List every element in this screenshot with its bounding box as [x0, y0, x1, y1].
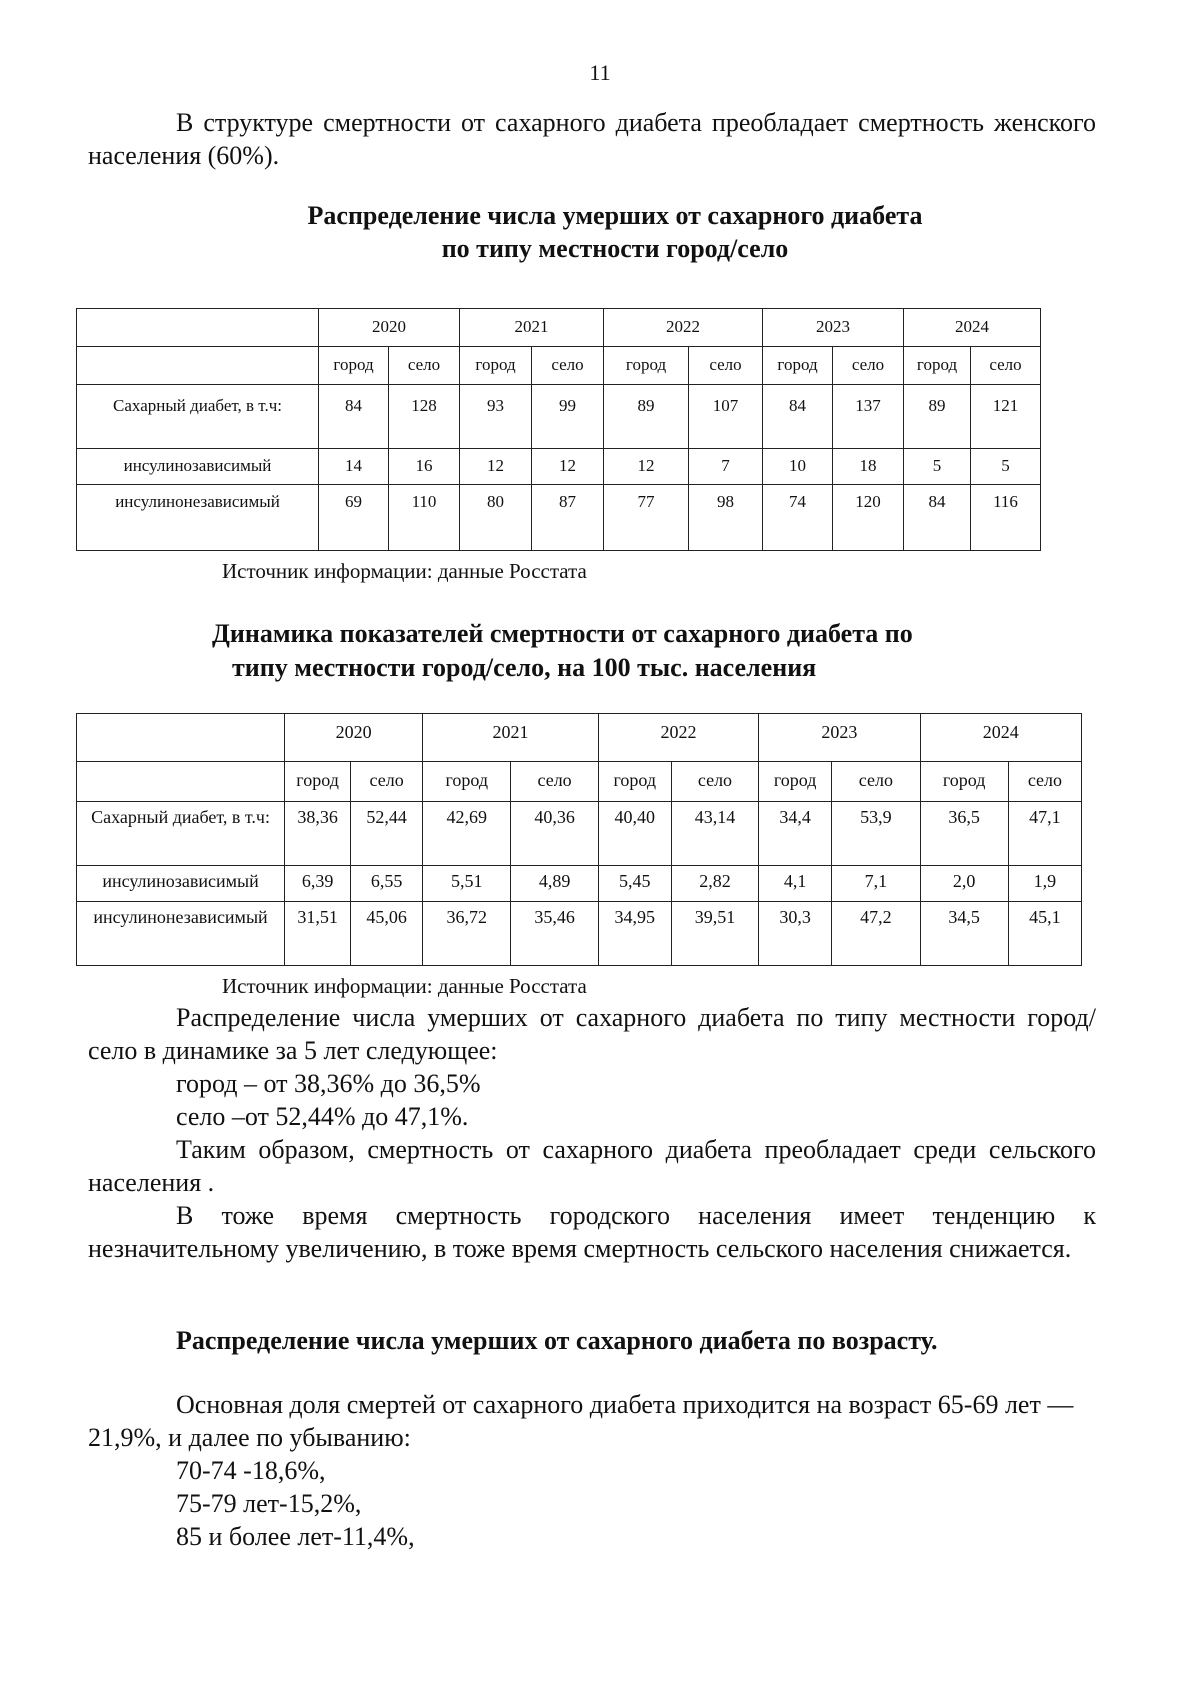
table1-value: 116: [993, 492, 1018, 511]
table1-cell: [971, 485, 1041, 551]
table1-cell: [532, 385, 604, 449]
table2-sub-header: [759, 762, 832, 802]
table1-row-label-text: Сахарный диабет, в т.ч:: [113, 396, 282, 415]
table1-year-2022: 2022: [666, 317, 700, 336]
table1-value: 80: [487, 492, 504, 511]
table1-cell: [604, 449, 689, 485]
table2-sub-header: [1008, 762, 1081, 802]
table1-value: 12: [487, 456, 504, 475]
table2-value: 42,69: [446, 807, 488, 827]
table2-sub-header-row: [77, 762, 1082, 802]
table1-cell: [389, 449, 460, 485]
table1-value: 5: [932, 456, 942, 475]
table1-row-non-insulin-dependent: [77, 485, 1041, 551]
table2-value: 53,9: [860, 807, 892, 827]
table1-sub-header: [971, 347, 1041, 385]
table2-value: 35,46: [534, 907, 575, 927]
table1-cell: [904, 485, 971, 551]
table2-title-line1: Динамика показателей смертности от сахарного диабета по: [212, 619, 913, 648]
conclusion-paragraph: Таким образом, смертность от сахарного диабета преобладает среди сельского населения .: [88, 1135, 1096, 1197]
table1-cell: [319, 485, 389, 551]
table1-cell: [833, 449, 904, 485]
table2-value: 6,39: [301, 871, 334, 891]
table2-value: 47,2: [860, 907, 892, 927]
table2-sub-label: село: [369, 770, 404, 790]
table2-cell: [671, 866, 758, 902]
table1-corner-cell: [77, 309, 319, 347]
table1-value: 10: [789, 456, 806, 475]
table2-cell: [511, 902, 598, 966]
table1-sub-label: село: [551, 355, 584, 374]
table1-value: 12: [637, 456, 655, 475]
table1-row-label-text: инсулинонезависимый: [115, 492, 280, 511]
table2-source: Источник информации: данные Росстата: [222, 974, 587, 998]
table2-cell: [511, 866, 598, 902]
table1-cell: [904, 449, 971, 485]
table1-sub-label: город: [475, 355, 516, 374]
table1-sub-label: село: [709, 355, 742, 374]
table2-value: 34,4: [779, 807, 811, 827]
table1-value: 84: [928, 492, 946, 511]
table1-source: Источник информации: данные Росстата: [222, 559, 587, 583]
table1-value: 87: [559, 492, 576, 511]
table2-row-label-text: инсулинонезависимый: [93, 907, 268, 927]
table2-year-2020: 2020: [335, 722, 372, 742]
table2-value: 2,82: [699, 871, 731, 891]
table1-sub-label: город: [625, 355, 667, 374]
table2-cell: [285, 802, 351, 866]
table2-row-non-insulin-dependent: [77, 902, 1082, 966]
table2-cell: [598, 902, 671, 966]
table1-sub-label: село: [407, 355, 441, 374]
table1-value: 69: [345, 492, 362, 511]
table1-value: 16: [415, 456, 433, 475]
table2-cell: [423, 802, 511, 866]
village-dynamics-line: село –от 52,44% до 47,1%.: [176, 1102, 469, 1131]
table2-cell: [423, 902, 511, 966]
table1-cell: [460, 449, 532, 485]
dynamics-paragraph: Распределение числа умерших от сахарного диабета по типу местности город/село в динамике за 5 лет следующее:: [88, 1003, 1096, 1065]
table1-cell: [460, 485, 532, 551]
table1-sub-header: [833, 347, 904, 385]
age-item: 75-79 лет-15,2%,: [176, 1489, 362, 1518]
table2-cell: [759, 802, 832, 866]
age-intro-paragraph: Основная доля смертей от сахарного диабета приходится на возраст 65-69 лет — 21,9%, и далее по убыванию:: [88, 1390, 1074, 1452]
table2-year-header: [920, 714, 1081, 762]
table1-value: 107: [712, 396, 739, 415]
table2-cell: [920, 902, 1008, 966]
page-number: 11: [589, 60, 611, 85]
table2-row-label: [77, 902, 285, 966]
table1-year-2023: 2023: [816, 317, 850, 336]
table2-sub-header: [285, 762, 351, 802]
table2-sub-header: [351, 762, 423, 802]
table1-value: 137: [855, 396, 881, 415]
table1-value: 120: [855, 492, 881, 511]
table2-cell: [1008, 866, 1081, 902]
table2-value: 6,55: [370, 871, 403, 891]
table2-value: 34,95: [614, 907, 656, 927]
table2-cell: [671, 802, 758, 866]
table1-value: 5: [1001, 456, 1010, 475]
table1-sub-header: [904, 347, 971, 385]
table1-value: 110: [411, 492, 437, 511]
table2-cell: [1008, 902, 1081, 966]
table2-year-2023: 2023: [821, 722, 858, 742]
table2-value: 1,9: [1033, 871, 1057, 891]
table2-cell: [759, 866, 832, 902]
table1-row-total: [77, 385, 1041, 449]
table1-cell: [833, 385, 904, 449]
table1-sub-header-row: [77, 347, 1041, 385]
table1-cell: [604, 485, 689, 551]
table1-year-header: [763, 309, 904, 347]
table2-sub-label: город: [296, 770, 339, 790]
table1-value: 98: [717, 492, 734, 511]
table2-row-label-text: Сахарный диабет, в т.ч:: [91, 807, 270, 827]
table2-value: 47,1: [1029, 807, 1061, 827]
table2-sub-label: город: [445, 770, 489, 790]
table1-value: 128: [411, 396, 437, 415]
table1-cell: [833, 485, 904, 551]
table1-sub-header: [604, 347, 689, 385]
table2-cell: [759, 902, 832, 966]
table2-row-total: [77, 802, 1082, 866]
table2-cell: [598, 802, 671, 866]
table1-row-label: [77, 385, 319, 449]
table1-cell: [763, 385, 833, 449]
table1-cell: [389, 385, 460, 449]
table2-value: 39,51: [694, 907, 736, 927]
table1-empty-cell: [77, 347, 319, 385]
table-mortality-rates: [76, 713, 1082, 966]
table2-row-label: [77, 866, 285, 902]
table1-cell: [689, 485, 763, 551]
table2-cell: [832, 802, 920, 866]
table1-row-label: [77, 449, 319, 485]
table2-year-header: [598, 714, 758, 762]
city-dynamics-line: город – от 38,36% до 36,5%: [176, 1069, 481, 1098]
table1-title-line1: Распределение числа умерших от сахарного диабета: [307, 201, 923, 230]
table1-cell: [319, 449, 389, 485]
table1-year-header: [904, 309, 1041, 347]
table1-value: 7: [721, 456, 730, 475]
table2-sub-header: [920, 762, 1008, 802]
table1-value: 74: [789, 492, 806, 511]
table1-cell: [763, 485, 833, 551]
table2-value: 36,5: [948, 807, 980, 827]
table1-cell: [389, 485, 460, 551]
table2-empty-cell: [77, 762, 285, 802]
table2-value: 34,5: [948, 907, 980, 927]
table1-cell: [689, 385, 763, 449]
table2-corner-cell: [77, 714, 285, 762]
table1-value: 18: [859, 456, 877, 475]
table2-sub-header: [511, 762, 598, 802]
table2-cell: [832, 902, 920, 966]
table1-cell: [689, 449, 763, 485]
table2-value: 45,1: [1029, 907, 1061, 927]
table1-value: 84: [345, 396, 362, 415]
table1-cell: [604, 385, 689, 449]
table1-sub-header: [532, 347, 604, 385]
intro-paragraph: В структуре смертности от сахарного диабета преобладает смертность женского населения (60%).: [88, 108, 1096, 170]
table2-cell: [1008, 802, 1081, 866]
table2-sub-label: город: [773, 770, 817, 790]
table2-row-label: [77, 802, 285, 866]
table1-sub-header: [460, 347, 532, 385]
table1-cell: [319, 385, 389, 449]
table1-sub-label: село: [989, 355, 1022, 374]
table1-year-header: [460, 309, 604, 347]
table1-cell: [763, 449, 833, 485]
table2-row-insulin-dependent: [77, 866, 1082, 902]
table1-value: 77: [637, 492, 655, 511]
table1-value: 99: [559, 396, 576, 415]
table2-sub-label: город: [942, 770, 986, 790]
table2-year-header: [423, 714, 599, 762]
table2-year-header: [759, 714, 920, 762]
table2-cell: [285, 902, 351, 966]
table2-value: 30,3: [779, 907, 811, 927]
table2-sub-header: [671, 762, 758, 802]
table2-value: 36,72: [446, 907, 488, 927]
table2-value: 38,36: [297, 807, 338, 827]
table2-value: 45,06: [366, 907, 407, 927]
table2-value: 2,0: [952, 871, 976, 891]
table1-year-2020: 2020: [372, 317, 406, 336]
table2-cell: [423, 866, 511, 902]
age-section-title: Распределение числа умерших от сахарного диабета по возрасту.: [176, 1326, 938, 1355]
age-item: 85 и более лет-11,4%,: [176, 1522, 415, 1551]
table1-cell: [904, 385, 971, 449]
table2-value: 40,36: [534, 807, 575, 827]
table2-value: 5,51: [451, 871, 483, 891]
table1-cell: [971, 385, 1041, 449]
table2-sub-header: [598, 762, 671, 802]
table2-cell: [598, 866, 671, 902]
table2-cell: [671, 902, 758, 966]
table2-cell: [285, 866, 351, 902]
table-deaths-by-locality: [76, 308, 1041, 551]
table2-value: 4,1: [783, 871, 807, 891]
table2-year-header: [285, 714, 423, 762]
table1-sub-label: село: [851, 355, 885, 374]
table1-value: 89: [637, 396, 655, 415]
table1-cell: [971, 449, 1041, 485]
table2-cell: [920, 866, 1008, 902]
table2-year-2024: 2024: [982, 722, 1019, 742]
table2-sub-label: город: [613, 770, 657, 790]
table1-year-2021: 2021: [514, 317, 549, 336]
table1-row-label: [77, 485, 319, 551]
table2-sub-label: село: [1027, 770, 1062, 790]
table1-value: 12: [559, 456, 576, 475]
table2-cell: [351, 866, 423, 902]
table2-value: 31,51: [297, 907, 338, 927]
table1-value: 89: [928, 396, 946, 415]
table2-value: 7,1: [864, 871, 888, 891]
table2-sub-header: [832, 762, 920, 802]
table2-sub-header: [423, 762, 511, 802]
table2-year-2022: 2022: [660, 722, 697, 742]
table1-value: 93: [487, 396, 504, 415]
table2-value: 5,45: [619, 871, 651, 891]
table2-row-label-text: инсулинозависимый: [102, 871, 259, 891]
table1-row-insulin-dependent: [77, 449, 1041, 485]
table1-sub-label: город: [777, 355, 818, 374]
table2-value: 52,44: [366, 807, 407, 827]
table2-value: 40,40: [614, 807, 656, 827]
table1-cell: [532, 449, 604, 485]
table2-cell: [511, 802, 598, 866]
table1-value: 121: [992, 396, 1019, 415]
table2-cell: [351, 902, 423, 966]
table1-year-header: [319, 309, 460, 347]
table1-year-header-row: [77, 309, 1041, 347]
table1-sub-label: город: [916, 355, 958, 374]
table2-sub-label: село: [858, 770, 893, 790]
table2-value: 43,14: [694, 807, 736, 827]
table1-year-header: [604, 309, 763, 347]
table1-cell: [532, 485, 604, 551]
table1-year-2024: 2024: [955, 317, 989, 336]
table2-value: 4,89: [538, 871, 571, 891]
table1-sub-header: [319, 347, 389, 385]
trend-paragraph: В тоже время смертность городского населения имеет тенденцию к незначительному увеличению, в тоже время смертность сельского населения снижается.: [88, 1201, 1096, 1263]
table2-cell: [832, 866, 920, 902]
table2-sub-label: село: [537, 770, 572, 790]
table1-value: 14: [345, 456, 362, 475]
table1-cell: [460, 385, 532, 449]
table1-sub-header: [763, 347, 833, 385]
age-item: 70-74 -18,6%,: [176, 1456, 326, 1485]
table2-year-header-row: [77, 714, 1082, 762]
table1-row-label-text: инсулинозависимый: [123, 456, 272, 475]
table2-title-line2: типу местности город/село, на 100 тыс. населения: [232, 653, 817, 682]
table2-cell: [920, 802, 1008, 866]
table1-sub-label: город: [333, 355, 374, 374]
table1-value: 84: [789, 396, 806, 415]
table1-title-line2: по типу местности город/село: [441, 234, 789, 263]
table1-sub-header: [689, 347, 763, 385]
table1-sub-header: [389, 347, 460, 385]
table2-year-2021: 2021: [492, 722, 529, 742]
table2-cell: [351, 802, 423, 866]
table2-sub-label: село: [697, 770, 733, 790]
